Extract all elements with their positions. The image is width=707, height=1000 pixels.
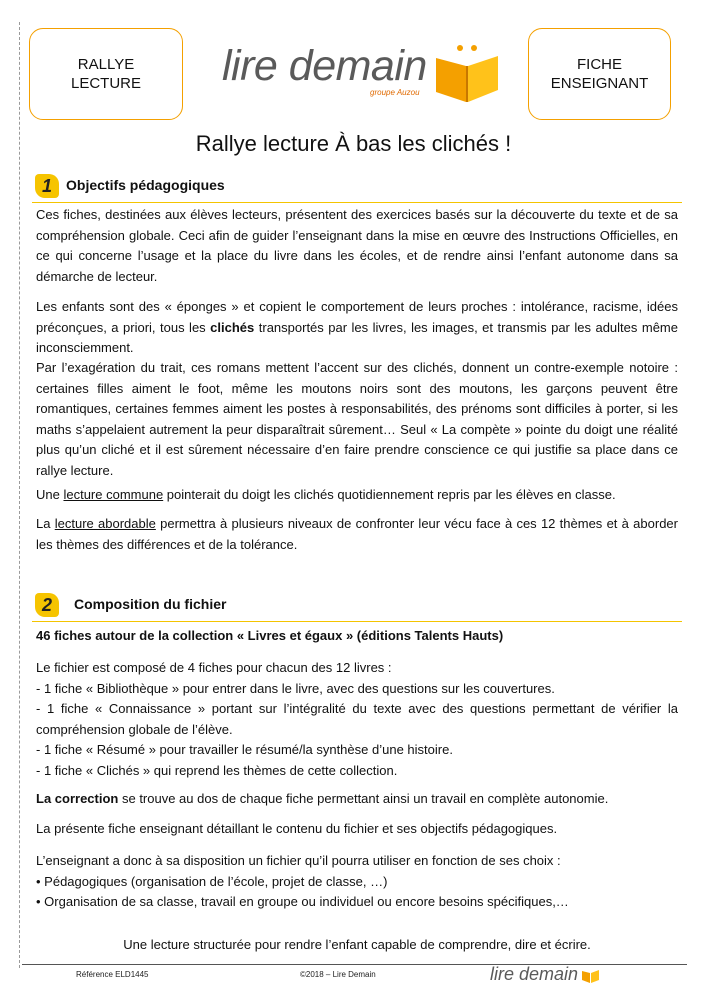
section-1-header xyxy=(32,172,682,203)
composition-subheading: 46 fiches autour de la collection « Livres et égaux » (éditions Talents Hauts) xyxy=(36,628,504,643)
margin-line xyxy=(19,22,20,968)
closing-line: Une lecture structurée pour rendre l’enfant capable de comprendre, dire et écrire. xyxy=(123,937,591,952)
composition-item: - 1 fiche « Connaissance » portant sur l’intégralité du texte avec des questions permettant de vérifier la compréhension globale de l’élève. xyxy=(36,701,678,737)
lecture-commune-text: lecture commune xyxy=(63,487,164,502)
p4-text-a: Une xyxy=(36,487,64,502)
footer-logo xyxy=(490,964,600,988)
composition-item: - 1 fiche « Clichés » qui reprend les thèmes de cette collection. xyxy=(36,762,398,778)
correction-paragraph xyxy=(36,789,678,810)
p2-text-a: Les enfants sont des « éponges » et copient le comportement de leurs proches : intolérance, racisme, idées préconçues, a priori, tous les xyxy=(36,299,678,335)
footer-reference: Référence ELD1445 xyxy=(76,970,149,979)
lecture-abordable-text: lecture abordable xyxy=(54,516,156,531)
footer-copyright: ©2018 – Lire Demain xyxy=(300,970,376,979)
rallye-lecture-box xyxy=(29,28,183,120)
p4-text-b: pointerait du doigt les clichés quotidiennement repris par les élèves en classe. xyxy=(163,487,616,502)
disposition-bullet: • Organisation de sa classe, travail en groupe ou individuel ou encore besoins spécifiques,… xyxy=(36,894,569,909)
footer-logo-text: lire demain xyxy=(490,964,579,984)
section-2-badge: 2 xyxy=(35,593,59,617)
footer-book-icon xyxy=(582,968,600,984)
composition-item: - 1 fiche « Bibliothèque » pour entrer dans le livre, avec des questions sur les couvertures. xyxy=(36,680,555,696)
logo-text: lire demain xyxy=(222,42,427,90)
correction-bold: La correction xyxy=(36,791,119,806)
composition-item: - 1 fiche « Résumé » pour travailler le résumé/la synthèse d’une histoire. xyxy=(36,742,453,757)
section-1-title: Objectifs pédagogiques xyxy=(66,177,225,193)
composition-intro: Le fichier est composé de 4 fiches pour chacun des 12 livres : xyxy=(36,660,392,675)
composition-list xyxy=(36,658,678,781)
p2-text-b: transportés par les livres, les images, et transmis par les adultes même inconsciemment. xyxy=(36,319,678,355)
section-2-header xyxy=(32,591,682,622)
rallye-lecture-label: RALLYE LECTURE xyxy=(70,56,141,92)
disposition-bullet: • Pédagogiques (organisation de l’école, projet de classe, …) xyxy=(36,873,388,889)
objectives-paragraph-2 xyxy=(36,297,678,359)
p5-text-b: permettra à plusieurs niveaux de confronter leur vécu face à ces 12 thèmes et à aborder les thèmes des différences et de la tolérance. xyxy=(36,516,678,552)
open-book-icon xyxy=(434,44,502,104)
presente-paragraph: La présente fiche enseignant détaillant le contenu du fichier et ses objectifs pédagogiques. xyxy=(36,821,558,836)
lire-demain-logo xyxy=(222,40,502,106)
p5-text-a: La xyxy=(36,516,55,531)
section-1-badge: 1 xyxy=(35,174,59,198)
fiche-enseignant-label: FICHE ENSEIGNANT xyxy=(550,56,649,92)
objectives-paragraph-3: Par l’exagération du trait, ces romans mettent l’accent sur des clichés, donnent un contre-exemple notoire : certaines filles aiment le foot, même les moutons noirs sont des moutons, les garçons peuvent être romantiques, certaines femmes aiment les postes à responsabilités, des prénoms sont difficiles à porter, si les maths s’appelaient autrement la peur disparaîtrait sûrement… Seul « La compète » pointe du doigt une réalité plus qu’un cliché et il est sûrement nécessaire d’en faire prendre conscience ce qui justifie sa place dans ce rallye lecture. xyxy=(36,360,678,478)
objectives-paragraph-4 xyxy=(36,485,678,506)
page-title: Rallye lecture À bas les clichés ! xyxy=(195,131,512,156)
disposition-list xyxy=(36,851,678,913)
section-2-title: Composition du fichier xyxy=(74,596,227,612)
objectives-paragraph-1: Ces fiches, destinées aux élèves lecteurs, présentent des exercices basés sur la découverte du texte et de sa compréhension globale. Ceci afin de guider l’enseignant dans la mise en œuvre des Instructions Officielles, en ce qui concerne l’usage et la place du livre dans les écoles, et de rendre ainsi l’enfant autonome dans sa démarche de lecteur. xyxy=(36,207,678,284)
correction-text: se trouve au dos de chaque fiche permettant ainsi un travail en complète autonomie. xyxy=(118,791,609,806)
p2-bold: clichés xyxy=(210,319,255,335)
objectives-paragraph-5 xyxy=(36,514,678,555)
disposition-intro: L’enseignant a donc à sa disposition un fichier qu’il pourra utiliser en fonction de ses choix : xyxy=(36,853,561,868)
fiche-enseignant-box xyxy=(528,28,671,120)
logo-subtitle: groupe Auzou xyxy=(370,88,420,97)
